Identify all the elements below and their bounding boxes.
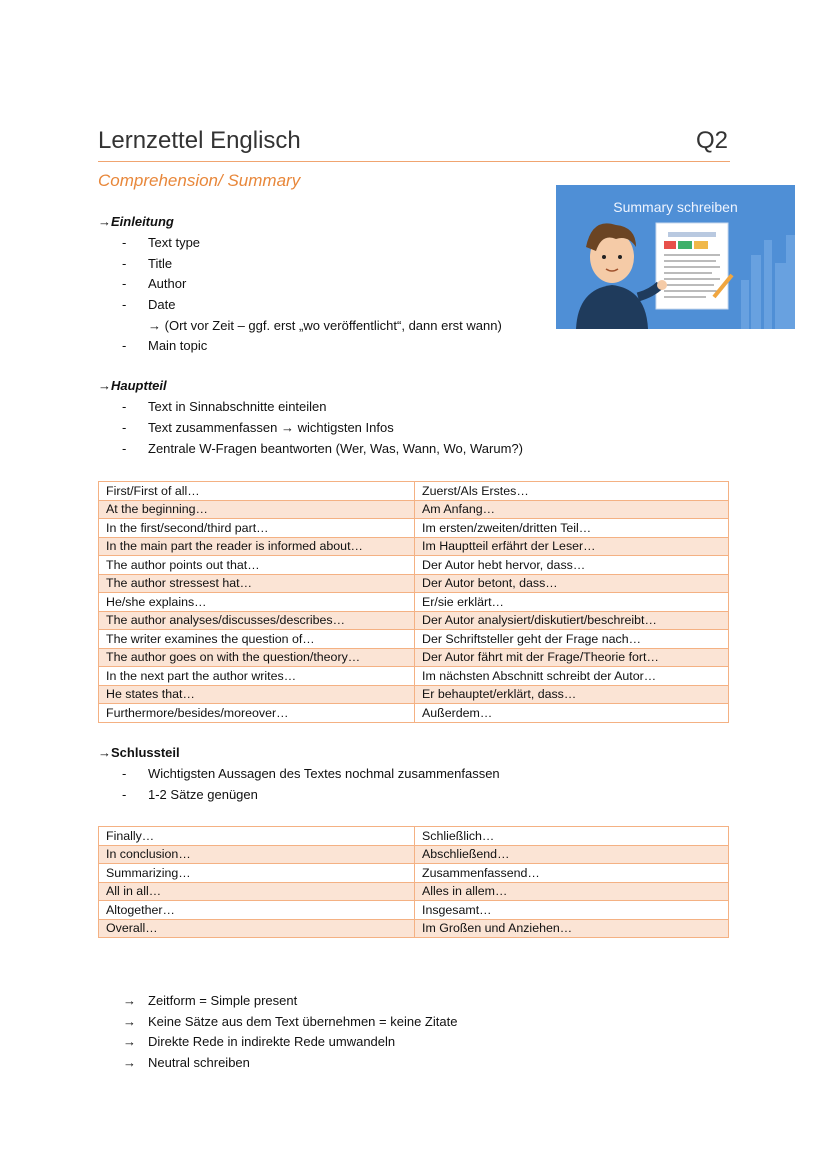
note-text: Keine Sätze aus dem Text übernehmen = keine Zitate: [148, 1014, 458, 1029]
list-item-text-part: Text zusammenfassen: [148, 420, 278, 435]
table-row: [99, 611, 729, 630]
date-note-detail: (Ort vor Zeit – ggf. erst „wo veröffentlicht“, dann erst wann): [164, 318, 502, 333]
german-phrase: Im ersten/zweiten/dritten Teil…: [415, 519, 729, 538]
dash-bullet: -: [122, 297, 127, 312]
table-row: [99, 519, 729, 538]
list-item-text: [148, 420, 394, 435]
note-text: Direkte Rede in indirekte Rede umwandeln: [148, 1034, 396, 1049]
table-row: [99, 537, 729, 556]
list-item-text: Main topic: [148, 338, 208, 353]
dash-bullet: -: [122, 787, 127, 802]
dash-bullet: -: [122, 235, 127, 250]
dash-bullet: -: [122, 766, 127, 781]
german-phrase: Abschließend…: [415, 845, 729, 864]
note-text: Neutral schreiben: [148, 1055, 250, 1070]
list-item-text-part: wichtigsten Infos: [297, 420, 394, 435]
german-phrase: Alles in allem…: [415, 882, 729, 901]
english-phrase: In the next part the author writes…: [99, 667, 415, 686]
german-phrase: Der Schriftsteller geht der Frage nach…: [415, 630, 729, 649]
table-row: [99, 556, 729, 575]
list-item-text: Zentrale W-Fragen beantworten (Wer, Was, Wann, Wo, Warum?): [148, 441, 523, 456]
list-item-text: Wichtigsten Aussagen des Textes nochmal zusammenfassen: [148, 766, 500, 781]
english-phrase: The author points out that…: [99, 556, 415, 575]
table-row: [99, 827, 729, 846]
phrases-table-main: [98, 481, 729, 723]
dash-bullet: -: [122, 399, 127, 414]
phrases-table-end: [98, 826, 729, 938]
german-phrase: Schließlich…: [415, 827, 729, 846]
english-phrase: Furthermore/besides/moreover…: [99, 704, 415, 723]
dash-bullet: -: [122, 420, 127, 435]
english-phrase: The author stressest hat…: [99, 574, 415, 593]
english-phrase: Finally…: [99, 827, 415, 846]
arrow-icon: →: [98, 745, 111, 760]
german-phrase: Am Anfang…: [415, 500, 729, 519]
note-text: Zeitform = Simple present: [148, 993, 298, 1008]
schlussteil-heading-text: Schlussteil: [111, 745, 180, 760]
table-row: [99, 630, 729, 649]
table-row: [99, 882, 729, 901]
page-header: [98, 127, 730, 162]
date-note-text: [148, 318, 502, 333]
page-title: Lernzettel Englisch: [98, 127, 301, 154]
english-phrase: Altogether…: [99, 901, 415, 920]
level-label: Q2: [695, 127, 728, 154]
english-phrase: The author goes on with the question/theory…: [99, 648, 415, 667]
table-row: [99, 574, 729, 593]
english-phrase: First/First of all…: [99, 482, 415, 501]
arrow-icon: →: [98, 214, 111, 229]
table-row: [99, 704, 729, 723]
arrow-icon: →: [148, 318, 161, 333]
schlussteil-heading: [98, 745, 180, 760]
list-item-text: Date: [148, 297, 176, 312]
arrow-icon: →: [123, 1034, 136, 1049]
table-row: [99, 648, 729, 667]
english-phrase: In conclusion…: [99, 845, 415, 864]
einleitung-heading: [98, 214, 174, 229]
arrow-icon: →: [123, 1055, 136, 1070]
english-phrase: All in all…: [99, 882, 415, 901]
arrow-icon: →: [123, 1014, 136, 1029]
list-item-text: 1-2 Sätze genügen: [148, 787, 258, 802]
illustration-caption: Summary schreiben: [613, 199, 738, 215]
dash-bullet: -: [122, 441, 127, 456]
section-subtitle: Comprehension/ Summary: [98, 171, 301, 190]
english-phrase: In the first/second/third part…: [99, 519, 415, 538]
dash-bullet: -: [122, 338, 127, 353]
german-phrase: Er behauptet/erklärt, dass…: [415, 685, 729, 704]
hauptteil-heading: [98, 378, 167, 393]
german-phrase: Zusammenfassend…: [415, 864, 729, 883]
list-item-text: Title: [148, 256, 173, 271]
table-row: [99, 593, 729, 612]
german-phrase: Der Autor hebt hervor, dass…: [415, 556, 729, 575]
table-row: [99, 685, 729, 704]
arrow-icon: →: [280, 420, 294, 435]
german-phrase: Der Autor fährt mit der Frage/Theorie fort…: [415, 648, 729, 667]
german-phrase: Im nächsten Abschnitt schreibt der Autor…: [415, 667, 729, 686]
german-phrase: Insgesamt…: [415, 901, 729, 920]
dash-bullet: -: [122, 276, 127, 291]
english-phrase: The writer examines the question of…: [99, 630, 415, 649]
german-phrase: Zuerst/Als Erstes…: [415, 482, 729, 501]
summary-illustration: [556, 185, 795, 329]
english-phrase: In the main part the reader is informed about…: [99, 537, 415, 556]
german-phrase: Im Hauptteil erfährt der Leser…: [415, 537, 729, 556]
table-row: [99, 864, 729, 883]
table-row: [99, 845, 729, 864]
dash-bullet: -: [122, 256, 127, 271]
german-phrase: Er/sie erklärt…: [415, 593, 729, 612]
english-phrase: The author analyses/discusses/describes…: [99, 611, 415, 630]
english-phrase: Overall…: [99, 919, 415, 938]
table-row: [99, 919, 729, 938]
english-phrase: He/she explains…: [99, 593, 415, 612]
table-row: [99, 482, 729, 501]
german-phrase: Im Großen und Anziehen…: [415, 919, 729, 938]
english-phrase: At the beginning…: [99, 500, 415, 519]
list-item-text: Text type: [148, 235, 201, 250]
english-phrase: He states that…: [99, 685, 415, 704]
arrow-icon: →: [98, 378, 111, 393]
illustration-drawing: [556, 185, 795, 329]
german-phrase: Der Autor betont, dass…: [415, 574, 729, 593]
hauptteil-heading-text: Hauptteil: [111, 378, 167, 393]
list-item-text: Author: [148, 276, 187, 291]
list-item-text: Text in Sinnabschnitte einteilen: [148, 399, 327, 414]
table-row: [99, 500, 729, 519]
table-row: [99, 667, 729, 686]
english-phrase: Summarizing…: [99, 864, 415, 883]
einleitung-heading-text: Einleitung: [111, 214, 174, 229]
german-phrase: Der Autor analysiert/diskutiert/beschreibt…: [415, 611, 729, 630]
german-phrase: Außerdem…: [415, 704, 729, 723]
table-row: [99, 901, 729, 920]
arrow-icon: →: [123, 993, 136, 1008]
